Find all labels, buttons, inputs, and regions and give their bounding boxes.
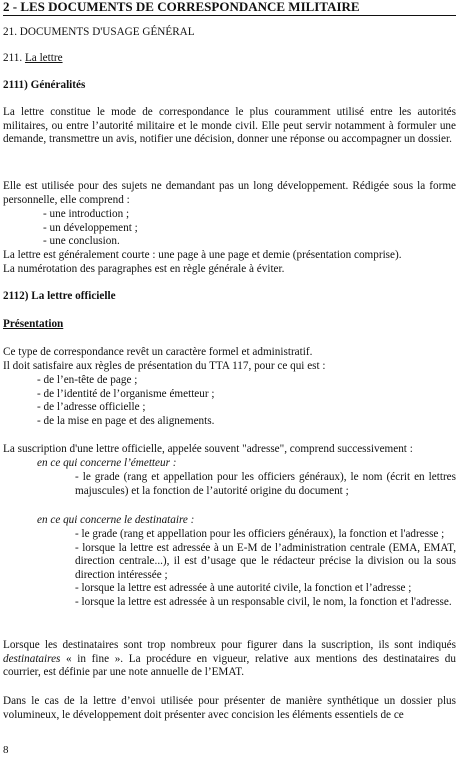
list-structure: [3, 208, 460, 249]
page-number: 8: [3, 744, 9, 756]
section-2112-title: 2112) La lettre officielle: [3, 290, 116, 302]
list-item: - de l’adresse officielle ;: [37, 401, 146, 414]
list-item: - lorsque la lettre est adressée à un responsable civil, le nom, la fonction et l'adresse.: [75, 595, 452, 608]
list-item: - de la mise en page et des alignements.: [37, 414, 215, 427]
destinataire-list: [75, 528, 456, 610]
paragraph-destinataires-text-b: « in fine ». La procédure en vigueur, relative aux mentions des destinataires du courrier, est définie par une note annuelle de l’EMAT.: [3, 652, 456, 679]
list-item: - de l’identité de l’organisme émetteur ;: [37, 387, 215, 400]
list-regles: [3, 374, 460, 428]
paragraph-longueur: La lettre est généralement courte : une page à une page et demie (présentation comprise).: [3, 249, 402, 261]
list-item: - lorsque la lettre est adressée à un E-M de l’administration centrale (EMA, EMAT, direction centrale...), il est d’usage que le rédacteur précise la division ou la sous direction intéressée ;: [75, 541, 456, 581]
destinataire-label: en ce qui concerne le destinataire :: [37, 514, 195, 526]
section-211-number: 211.: [3, 52, 23, 64]
paragraph-formel: Ce type de correspondance revêt un caractère formel et administratif.: [3, 346, 313, 358]
paragraph-destinataires: [3, 639, 456, 680]
paragraph-suscription: La suscription d'une lettre officielle, appelée souvent "adresse", comprend successivement :: [3, 443, 413, 455]
list-item: - un développement ;: [43, 221, 138, 234]
list-item: - une introduction ;: [43, 208, 130, 220]
section-211-title: [3, 52, 456, 66]
list-item: - lorsque la lettre est adressée à une autorité civile, la fonction et l’adresse ;: [75, 582, 412, 595]
paragraph-numerotation: La numérotation des paragraphes est en règle générale à éviter.: [3, 263, 285, 275]
section-211-label: La lettre: [24, 52, 63, 64]
section-21-title: 21. DOCUMENTS D'USAGE GÉNÉRAL: [3, 26, 195, 38]
emetteur-item: - le grade (rang et appellation pour les officiers généraux), le nom (écrit en lettres majuscules) et la fonction de l’autorité origine du document ;: [75, 471, 456, 497]
paragraph-destinataires-text-a: Lorsque les destinataires sont trop nombreux pour figurer dans la suscription, ils sont indiqués: [3, 639, 456, 651]
page-heading: 2 - LES DOCUMENTS DE CORRESPONDANCE MILITAIRE: [3, 0, 456, 16]
paragraph-lettre-envoi: Dans le cas de la lettre d’envoi utilisée pour présenter de manière synthétique un dossier plus volumineux, le développement doit présenter avec concision les éléments essentiels de ce: [3, 695, 456, 721]
paragraph-generalites: La lettre constitue le mode de correspondance le plus couramment utilisé entre les autorités militaires, ou entre l’autorité militaire et le monde civil. Elle peut servir notamment à formuler une demande, transmettre un avis, notifier une décision, donner une réponse ou accompagner un dossier.: [3, 106, 456, 146]
presentation-title: Présentation: [3, 318, 64, 330]
paragraph-regles: Il doit satisfaire aux règles de présentation du TTA 117, pour ce qui est :: [3, 360, 326, 372]
emetteur-label: en ce qui concerne l’émetteur :: [37, 457, 177, 469]
destinataires-italic: destinataires: [3, 652, 61, 665]
section-2111-title: 2111) Généralités: [3, 79, 86, 91]
list-item: - de l’en-tête de page ;: [37, 374, 138, 386]
paragraph-usage: Elle est utilisée pour des sujets ne demandant pas un long développement. Rédigée sous la forme personnelle, elle comprend :: [3, 180, 456, 206]
list-item: - une conclusion.: [43, 235, 120, 248]
list-item: - le grade (rang et appellation pour les officiers généraux), la fonction et l'adresse ;: [75, 528, 445, 540]
